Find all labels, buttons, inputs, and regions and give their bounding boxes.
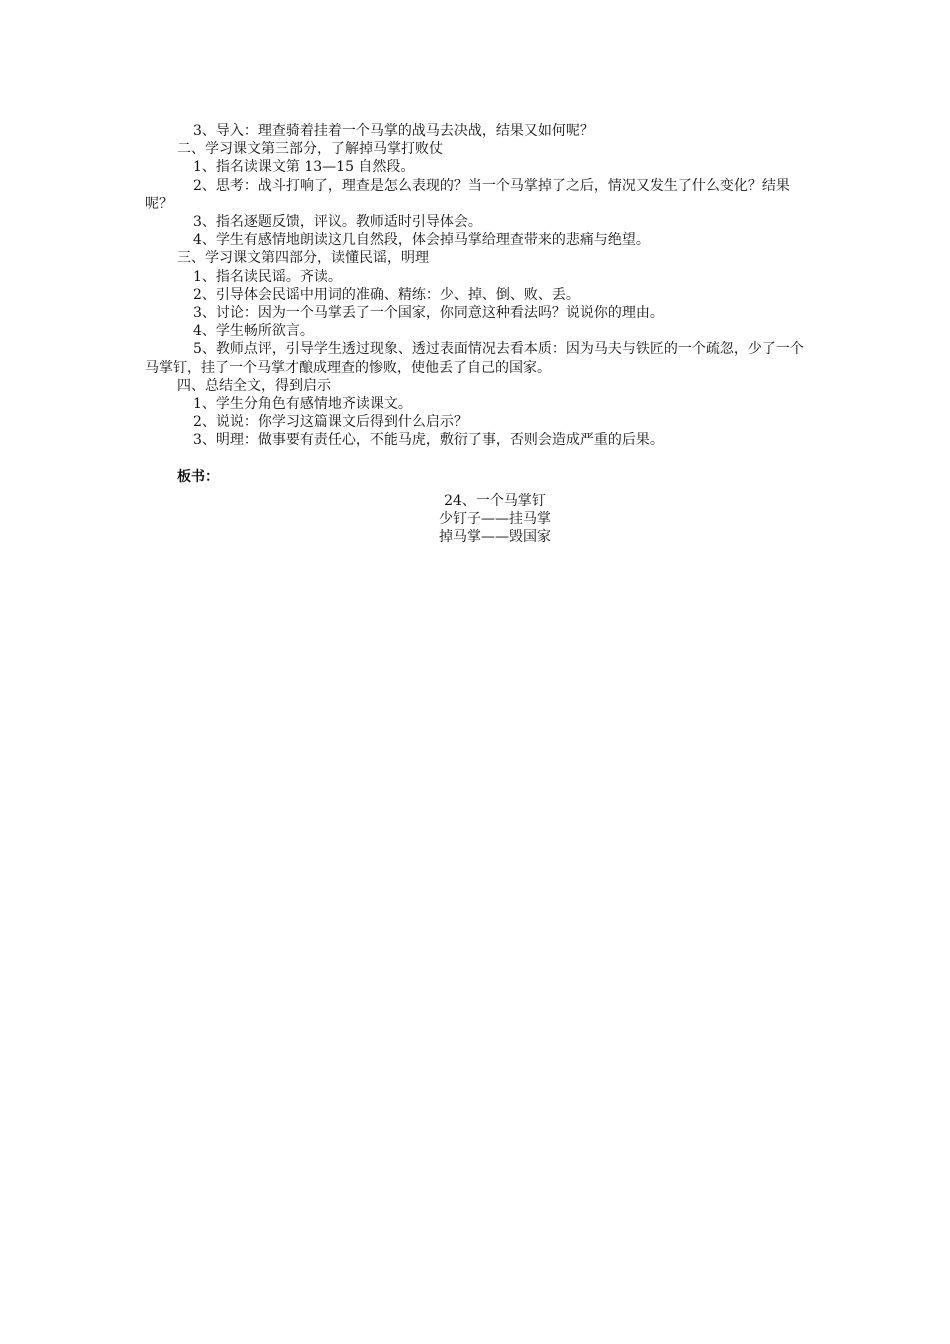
- text-line: 3、指名逐题反馈，评议。教师适时引导体会。: [193, 214, 482, 231]
- text-line: 2、引导体会民谣中用词的准确、精练：少、掉、倒、败、丢。: [193, 286, 580, 303]
- lesson-plan-text: [145, 122, 810, 546]
- text-line: 2、说说：你学习这篇课文后得到什么启示？: [193, 414, 468, 431]
- text-line: 3、导入：理查骑着挂着一个马掌的战马去决战，结果又如何呢？: [193, 123, 594, 139]
- blank-line: [145, 450, 810, 468]
- board-line: 少钉子——挂马掌: [439, 511, 551, 528]
- text-line: 4、学生有感情地朗读这几自然段，体会掉马掌给理查带来的悲痛与绝望。: [193, 232, 650, 249]
- text-line: 1、指名读民谣。齐读。: [193, 268, 342, 285]
- text-line: 3、讨论：因为一个马掌丢了一个国家，你同意这种看法吗？说说你的理由。: [193, 305, 664, 322]
- board-line: 掉马掌——毁国家: [439, 529, 551, 546]
- text-line: 1、指名读课文第 13—15 自然段。: [193, 159, 415, 176]
- text-line: 5、教师点评，引导学生透过现象、透过表面情况去看本质：因为马夫与铁匠的一个疏忽，少了一个马掌钉，挂了一个马掌才酿成理查的惨败，使他丢了自己的国家。: [145, 341, 804, 376]
- section-heading: 三、学习课文第四部分，读懂民谣，明理: [177, 250, 429, 267]
- text-line: 2、思考：战斗打响了，理查是怎么表现的？当一个马掌掉了之后，情况又发生了什么变化？结果呢？: [145, 177, 790, 212]
- blackboard-summary: [145, 492, 845, 547]
- text-line: 4、学生畅所欲言。: [193, 323, 314, 340]
- board-label: 板书：: [177, 468, 219, 485]
- text-line: 1、学生分角色有感情地齐读课文。: [193, 396, 412, 413]
- board-title: 24、一个马掌钉: [444, 492, 546, 509]
- section-heading: 四、总结全文，得到启示: [177, 377, 331, 394]
- section-heading: 二、学习课文第三部分，了解掉马掌打败仗: [177, 141, 443, 158]
- text-line: 3、明理：做事要有责任心，不能马虎，敷衍了事，否则会造成严重的后果。: [193, 432, 664, 449]
